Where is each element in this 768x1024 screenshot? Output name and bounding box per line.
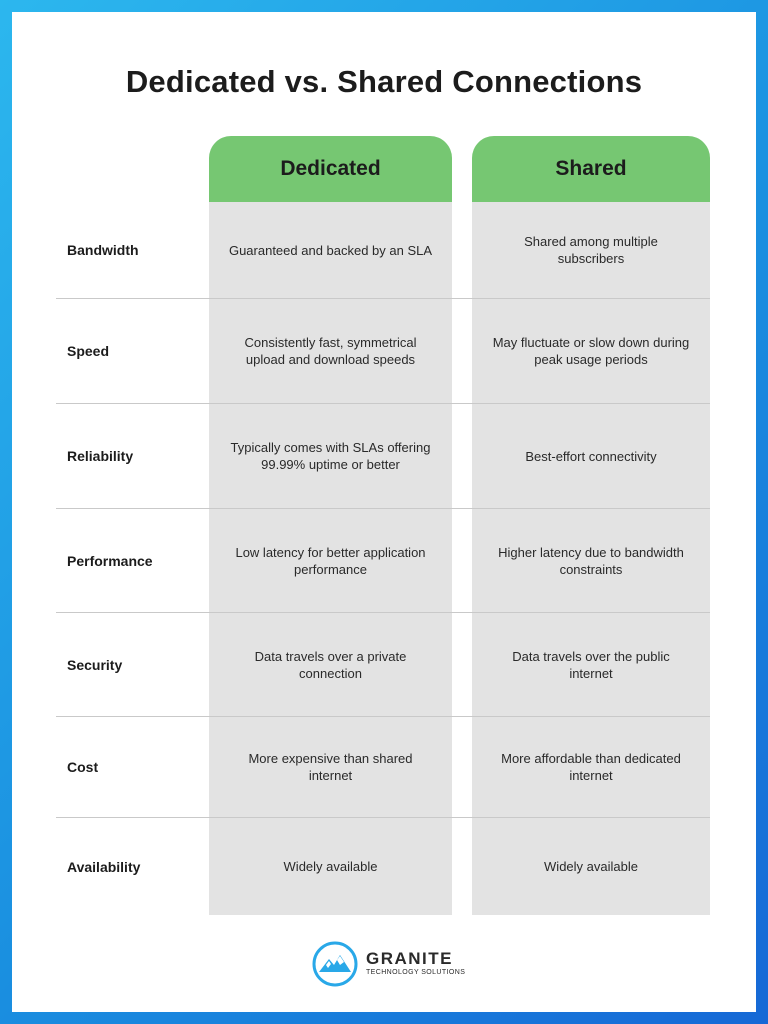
row-label: Security: [67, 656, 123, 673]
column-header-dedicated: Dedicated: [209, 136, 452, 202]
shared-cell: Widely available: [544, 859, 638, 874]
comparison-table: [56, 202, 710, 915]
dedicated-cell: Data travels over a private connection: [254, 648, 407, 681]
page-title: Dedicated vs. Shared Connections: [125, 64, 643, 99]
table-row-cost: [56, 717, 710, 818]
logo-name: GRANITE: [366, 949, 453, 968]
infographic-card: [12, 12, 756, 1012]
row-label: Speed: [67, 343, 110, 359]
dedicated-cell: Low latency for better application performance: [235, 544, 426, 577]
logo-tagline: TECHNOLOGY SOLUTIONS: [366, 969, 466, 976]
row-label: Availability: [67, 858, 141, 875]
row-label: Reliability: [67, 448, 134, 464]
shared-cell: Data travels over the public internet: [512, 648, 670, 681]
table-row-reliability: [56, 404, 710, 509]
row-label: Cost: [67, 759, 99, 775]
dedicated-cell: More expensive than shared internet: [248, 751, 413, 783]
shared-cell: May fluctuate or slow down during peak usage periods: [492, 335, 690, 367]
granite-logo: [312, 940, 465, 988]
shared-cell: Higher latency due to bandwidth constraints: [498, 544, 684, 577]
table-row-speed: [56, 299, 710, 404]
row-label: Performance: [67, 552, 153, 569]
dedicated-cell: Widely available: [283, 859, 378, 874]
row-label: Bandwidth: [67, 242, 139, 258]
shared-cell: Best-effort connectivity: [525, 448, 657, 464]
column-header-shared: Shared: [472, 136, 710, 202]
table-row-bandwidth: [56, 202, 710, 299]
dedicated-cell: Consistently fast, symmetrical upload and download speeds: [244, 335, 417, 367]
dedicated-cell: Typically comes with SLAs offering 99.99% uptime or better: [230, 440, 431, 472]
mountain-logo-icon: [312, 941, 358, 987]
dedicated-cell: Guaranteed and backed by an SLA: [228, 242, 433, 258]
shared-cell: More affordable than dedicated internet: [501, 751, 681, 783]
table-row-availability: [56, 818, 710, 915]
table-row-performance: [56, 509, 710, 613]
table-row-security: [56, 613, 710, 717]
shared-cell: Shared among multiple subscribers: [524, 234, 658, 266]
